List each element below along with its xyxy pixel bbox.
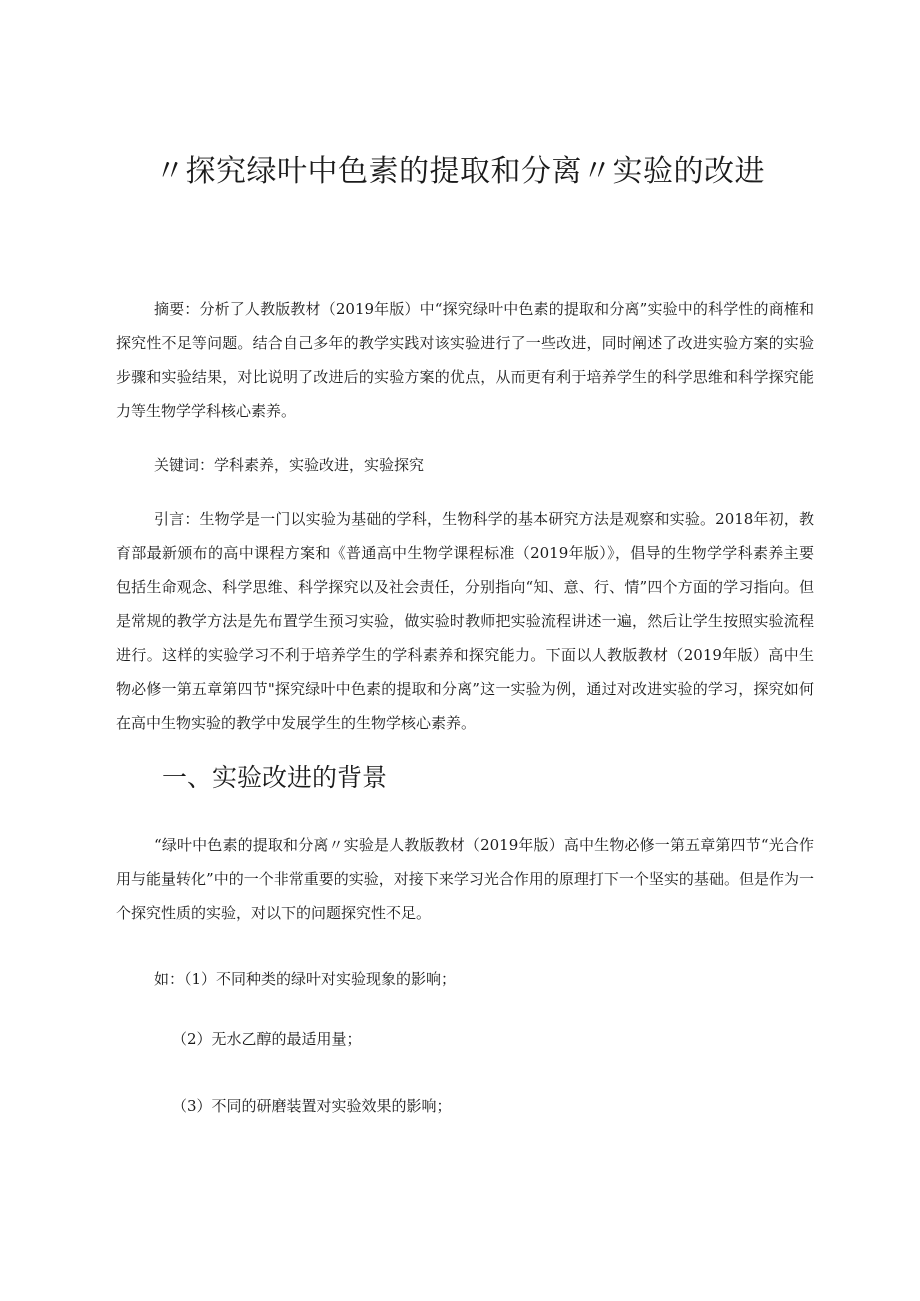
list-item-1: 如：（1）不同种类的绿叶对实验现象的影响； xyxy=(154,970,457,988)
keywords-paragraph: 关键词：学科素养，实验改进，实验探究 xyxy=(154,456,425,474)
abstract-paragraph: 摘要：分析了人教版教材（2019年版）中“探究绿叶中色素的提取和分离”实验中的科学性的商榷和探究性不足等问题。结合自己多年的教学实践对该实验进行了一些改进，同时阐述了改进实验方案的实验步骤和实验结果，对比说明了改进后的实验方案的优点，从而更有利于培养学生的科学思维和科学探究能力等生物学学科核心素养。 xyxy=(116,300,814,420)
document-title: 〃探究绿叶中色素的提取和分离〃实验的改进 xyxy=(155,154,765,189)
list-item-2: （2）无水乙醇的最适用量； xyxy=(172,1030,362,1048)
background-paragraph: “绿叶中色素的提取和分离〃实验是人教版教材（2019年版）高中生物必修一第五章第四节“光合作用与能量转化”中的一个非常重要的实验，对接下来学习光合作用的原理打下一个坚实的基础。但是作为一个探究性质的实验，对以下的问题探究性不足。 xyxy=(116,836,814,922)
section-heading-background: 一、实验改进的背景 xyxy=(162,763,388,792)
introduction-paragraph: 引言：生物学是一门以实验为基础的学科，生物科学的基本研究方法是观察和实验。2018年初，教育部最新颁布的高中课程方案和《普通高中生物学课程标准（2019年版）》，倡导的生物学学科素养主要包括生命观念、科学思维、科学探究以及社会责任，分别指向“知、意、行、情”四个方面的学习指向。但是常规的教学方法是先布置学生预习实验，做实验时教师把实验流程讲述一遍，然后让学生按照实验流程进行。这样的实验学习不利于培养学生的学科素养和探究能力。下面以人教版教材（2019年版）高中生物必修一第五章第四节"探究绿叶中色素的提取和分离”这一实验为例，通过对改进实验的学习，探究如何在高中生物实验的教学中发展学生的生物学核心素养。 xyxy=(116,510,814,732)
list-item-3: （3）不同的研磨装置对实验效果的影响； xyxy=(172,1097,452,1115)
